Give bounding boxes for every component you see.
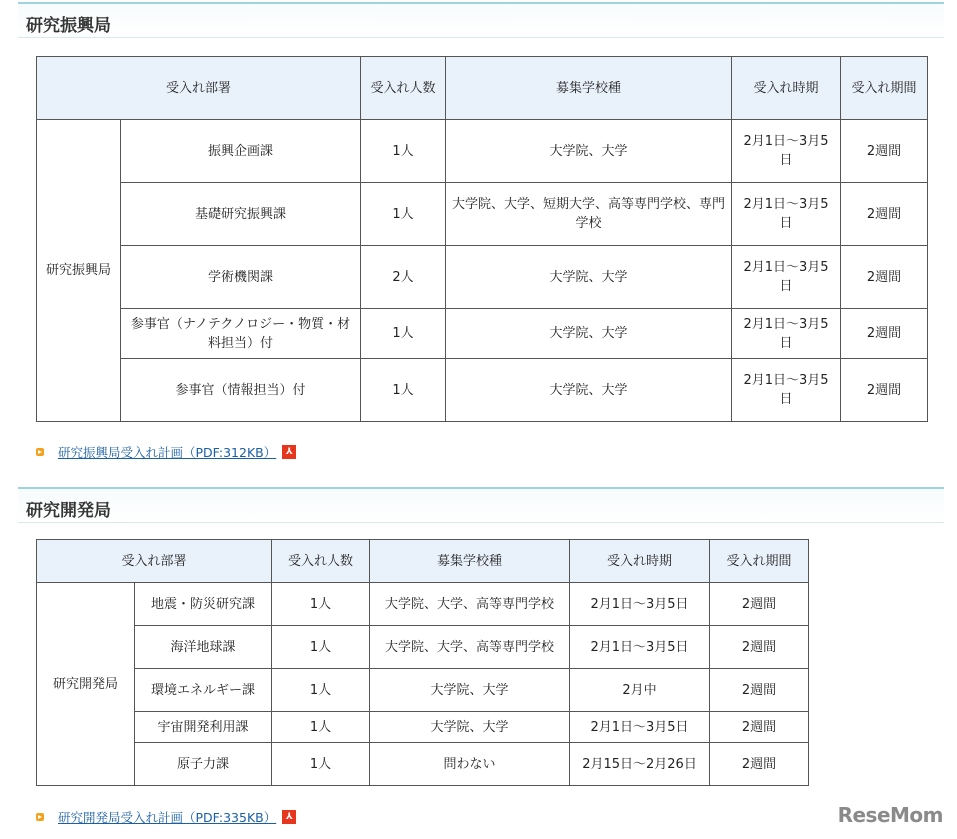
duration-cell: 2週間	[841, 359, 928, 422]
table-row	[37, 246, 928, 309]
dept-cell: 参事官（情報担当）付	[121, 359, 361, 422]
period-cell: 2月1日〜3月5日	[570, 626, 710, 669]
table-row	[37, 743, 809, 786]
dept-cell: 原子力課	[135, 743, 272, 786]
table-kaihatsu	[36, 539, 809, 786]
dept-cell: 学術機関課	[121, 246, 361, 309]
period-cell: 2月15日〜2月26日	[570, 743, 710, 786]
pdf-link-row-kaihatsu	[36, 808, 296, 826]
duration-cell: 2週間	[841, 246, 928, 309]
period-cell: 2月1日〜3月5日	[732, 359, 841, 422]
schools-cell: 大学院、大学	[446, 246, 732, 309]
dept-cell: 環境エネルギー課	[135, 669, 272, 712]
count-cell: 1人	[272, 626, 370, 669]
count-cell: 1人	[361, 183, 446, 246]
count-cell: 1人	[272, 669, 370, 712]
header-duration: 受入れ期間	[841, 57, 928, 120]
group-cell: 研究開発局	[37, 583, 135, 786]
header-dept: 受入れ部署	[37, 540, 272, 583]
duration-cell: 2週間	[710, 712, 809, 743]
arrow-bullet-icon	[36, 813, 44, 821]
duration-cell: 2週間	[841, 183, 928, 246]
schools-cell: 大学院、大学	[370, 712, 570, 743]
duration-cell: 2週間	[710, 626, 809, 669]
schools-cell: 大学院、大学、短期大学、高等専門学校、専門学校	[446, 183, 732, 246]
pdf-icon: ⅄	[282, 445, 296, 459]
dept-cell: 参事官（ナノテクノロジー・物質・材料担当）付	[121, 309, 361, 359]
pdf-link-row-shinko	[36, 443, 296, 461]
count-cell: 1人	[361, 359, 446, 422]
header-schools: 募集学校種	[446, 57, 732, 120]
header-duration: 受入れ期間	[710, 540, 809, 583]
schools-cell: 大学院、大学	[446, 120, 732, 183]
schools-cell: 大学院、大学	[370, 669, 570, 712]
pdf-link-kaihatsu[interactable]: 研究開発局受入れ計画（PDF:335KB）	[58, 810, 277, 825]
table-row	[37, 183, 928, 246]
schools-cell: 大学院、大学、高等専門学校	[370, 626, 570, 669]
section-heading-shinko	[18, 2, 944, 38]
period-cell: 2月1日〜3月5日	[570, 712, 710, 743]
table-row	[37, 583, 809, 626]
header-schools: 募集学校種	[370, 540, 570, 583]
table-header-row	[37, 540, 809, 583]
arrow-bullet-icon	[36, 448, 44, 456]
count-cell: 2人	[361, 246, 446, 309]
duration-cell: 2週間	[841, 309, 928, 359]
table-row	[37, 669, 809, 712]
resemom-logo: ReseMom	[837, 803, 943, 827]
pdf-icon: ⅄	[282, 810, 296, 824]
header-dept: 受入れ部署	[37, 57, 361, 120]
section-title: 研究振興局	[26, 16, 111, 36]
header-period: 受入れ時期	[732, 57, 841, 120]
dept-cell: 宇宙開発利用課	[135, 712, 272, 743]
duration-cell: 2週間	[841, 120, 928, 183]
table-row	[37, 359, 928, 422]
count-cell: 1人	[361, 309, 446, 359]
period-cell: 2月1日〜3月5日	[570, 583, 710, 626]
schools-cell: 大学院、大学、高等専門学校	[370, 583, 570, 626]
header-period: 受入れ時期	[570, 540, 710, 583]
duration-cell: 2週間	[710, 743, 809, 786]
count-cell: 1人	[361, 120, 446, 183]
count-cell: 1人	[272, 743, 370, 786]
dept-cell: 振興企画課	[121, 120, 361, 183]
period-cell: 2月1日〜3月5日	[732, 183, 841, 246]
schools-cell: 問わない	[370, 743, 570, 786]
pdf-link-shinko[interactable]: 研究振興局受入れ計画（PDF:312KB）	[58, 445, 277, 460]
period-cell: 2月中	[570, 669, 710, 712]
table-header-row	[37, 57, 928, 120]
dept-cell: 基礎研究振興課	[121, 183, 361, 246]
table-shinko	[36, 56, 928, 422]
section-heading-kaihatsu	[18, 487, 944, 523]
dept-cell: 地震・防災研究課	[135, 583, 272, 626]
table-row	[37, 626, 809, 669]
count-cell: 1人	[272, 583, 370, 626]
schools-cell: 大学院、大学	[446, 359, 732, 422]
header-count: 受入れ人数	[272, 540, 370, 583]
period-cell: 2月1日〜3月5日	[732, 120, 841, 183]
period-cell: 2月1日〜3月5日	[732, 309, 841, 359]
table-row	[37, 309, 928, 359]
dept-cell: 海洋地球課	[135, 626, 272, 669]
header-count: 受入れ人数	[361, 57, 446, 120]
section-title: 研究開発局	[26, 501, 111, 521]
group-cell: 研究振興局	[37, 120, 121, 422]
period-cell: 2月1日〜3月5日	[732, 246, 841, 309]
duration-cell: 2週間	[710, 669, 809, 712]
count-cell: 1人	[272, 712, 370, 743]
table-row	[37, 712, 809, 743]
table-row	[37, 120, 928, 183]
schools-cell: 大学院、大学	[446, 309, 732, 359]
duration-cell: 2週間	[710, 583, 809, 626]
